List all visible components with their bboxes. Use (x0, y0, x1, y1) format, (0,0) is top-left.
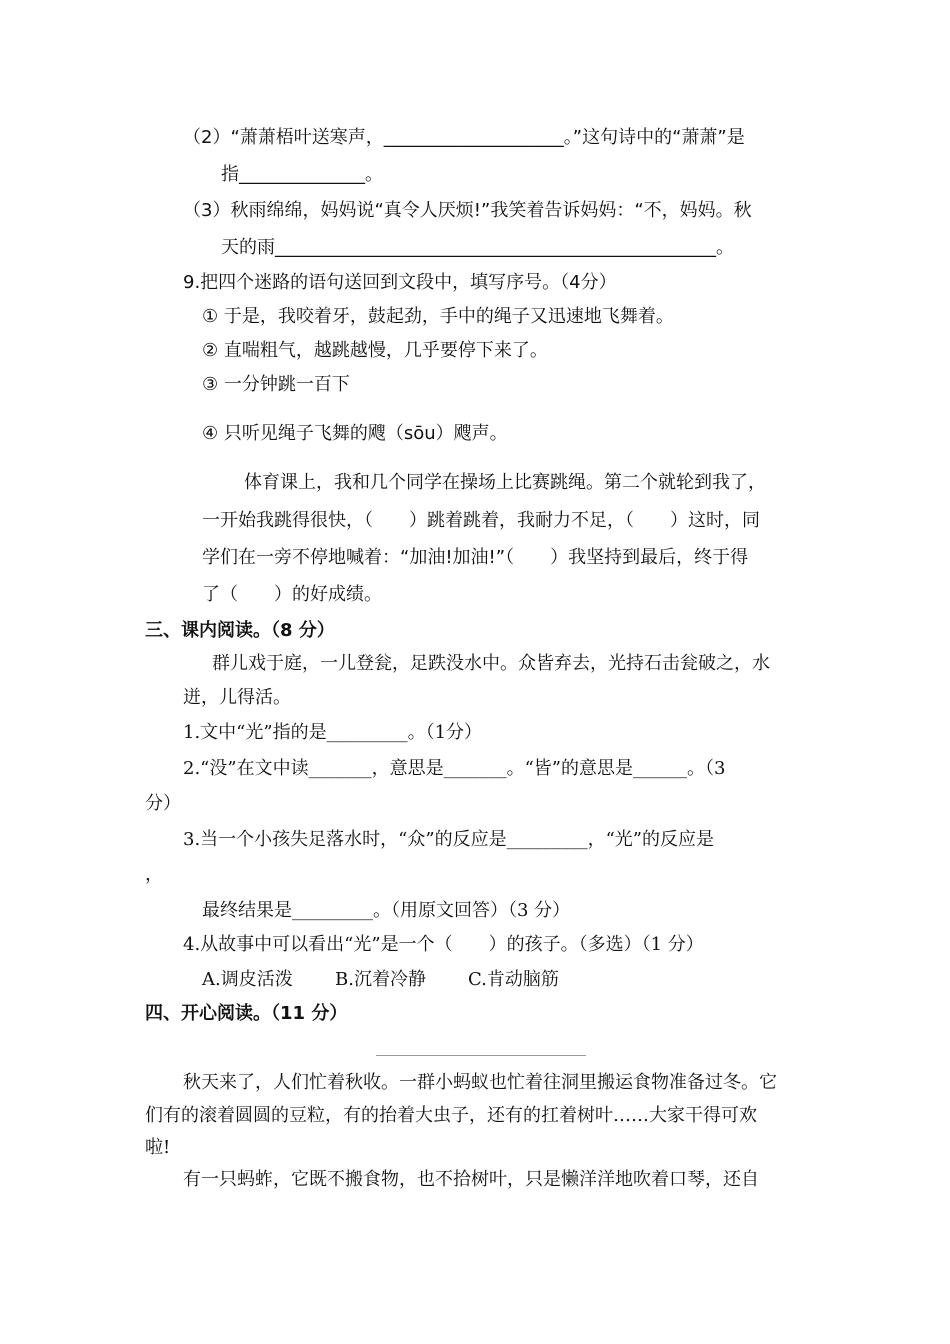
passage-line-3: 学们在一旁不停地喊着：“加油!加油!”（ ）我坚持到最后，终于得 (202, 547, 749, 568)
q8-3-line2: 天的雨_________________________________________________。 (221, 237, 734, 258)
story-line-3: 啦! (145, 1137, 171, 1158)
story-line-2: 们有的滚着圆圆的豆粒，有的抬着大虫子，还有的扛着树叶……大家干得可欢 (145, 1105, 757, 1126)
s3-q3-line3: 最终结果是_________。（用原文回答）（3 分） (202, 900, 571, 921)
section3-heading: 三、课内阅读。（8 分） (145, 620, 335, 641)
q8-2-line2: 指______________。 (221, 164, 383, 185)
option-4: ④ 只听见绳子飞舞的飕（sōu）飕声。 (202, 423, 508, 444)
s3-q3-line2: ， (145, 864, 163, 885)
classical-line-1: 群儿戏于庭，一儿登瓮，足跌没水中。众皆弃去，光持石击瓮破之，水 (212, 653, 770, 674)
title-blank-line (376, 1055, 586, 1056)
section4-heading: 四、开心阅读。（11 分） (145, 1003, 348, 1024)
s3-q2-line1: 2.“没”在文中读_______，意思是_______。“皆”的意思是______。（3 (183, 758, 726, 779)
s3-q2-line2: 分） (145, 793, 181, 814)
story-line-4: 有一只蚂蚱，它既不搬食物，也不拾树叶，只是懒洋洋地吹着口琴，还自 (183, 1169, 759, 1190)
s3-q4: 4.从故事中可以看出“光”是一个（ ）的孩子。（多选）（1 分） (183, 934, 704, 955)
classical-line-2: 迸，儿得活。 (183, 687, 291, 708)
q8-3-line1: （3）秋雨绵绵，妈妈说“真令人厌烦!”我笑着告诉妈妈：“不，妈妈。秋 (183, 200, 752, 221)
choice-b: B.沉着冷静 (335, 969, 426, 990)
option-1: ① 于是，我咬着牙，鼓起劲，手中的绳子又迅速地飞舞着。 (202, 306, 674, 327)
s3-q1: 1.文中“光”指的是_________。（1分） (183, 722, 483, 743)
choice-a: A.调皮活泼 (202, 969, 293, 990)
story-line-1: 秋天来了，人们忙着秋收。一群小蚂蚁也忙着往洞里搬运食物准备过冬。它 (183, 1072, 777, 1093)
choice-c: C.肯动脑筋 (468, 969, 559, 990)
q8-2-line1: （2）“萧萧梧叶送寒声，____________________。”这句诗中的“萧萧”是 (183, 127, 745, 148)
passage-line-4: 了（ ）的好成绩。 (202, 584, 382, 605)
option-3: ③ 一分钟跳一百下 (202, 374, 350, 395)
s3-q3-line1: 3.当一个小孩失足落水时，“众”的反应是_________，“光”的反应是 (183, 829, 714, 850)
option-2: ② 直喘粗气，越跳越慢，几乎要停下来了。 (202, 340, 548, 361)
q9-title: 9.把四个迷路的语句送回到文段中，填写序号。（4分） (183, 272, 617, 293)
passage-line-2: 一开始我跳得很快，（ ）跳着跳着，我耐力不足，（ ）这时，同 (202, 510, 760, 531)
passage-line-1: 体育课上，我和几个同学在操场上比赛跳绳。第二个就轮到我了， (244, 472, 766, 493)
